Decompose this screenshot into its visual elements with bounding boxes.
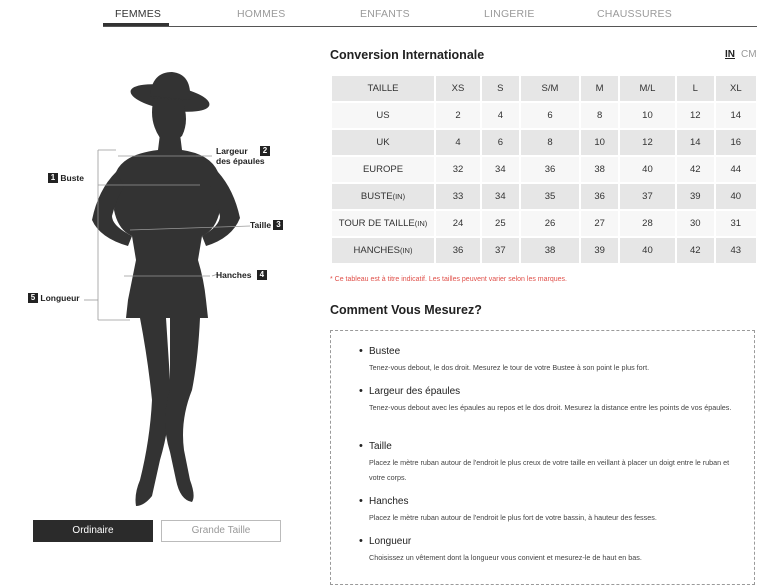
row-label-text: BUSTE (360, 191, 393, 202)
tab-enfants[interactable]: ENFANTS (360, 8, 410, 20)
table-cell: 39 (581, 238, 618, 263)
table-cell: 42 (677, 238, 714, 263)
table-row (332, 211, 756, 236)
table-cell: 6 (482, 130, 519, 155)
table-cell: 12 (677, 103, 714, 128)
table-cell: 44 (716, 157, 756, 182)
table-cell: 36 (581, 184, 618, 209)
row-label-unit: (IN) (414, 219, 428, 228)
measure-item-desc: Placez le mètre ruban autour de l'endroit le plus fort de votre bassin, à hauteur des fesses. (369, 513, 657, 522)
table-cell: 26 (521, 211, 580, 236)
table-row (332, 157, 756, 182)
label-taille (250, 220, 283, 230)
label-largeur-epaules (216, 146, 270, 166)
table-cell: 37 (620, 184, 675, 209)
label-largeur-text-2: des épaules (216, 156, 265, 166)
label-buste (48, 173, 84, 183)
row-label-unit: (IN) (392, 192, 406, 201)
ordinaire-button[interactable]: Ordinaire (33, 520, 153, 542)
table-cell: 4 (436, 130, 480, 155)
row-label: EUROPE (332, 157, 434, 182)
measure-item-desc: Placez le mètre ruban autour de l'endroit le plus creux de votre taille en veillant à placer un doigt entre le ruban et votre corps. (369, 458, 730, 482)
column-header: TAILLE (332, 76, 434, 101)
table-cell: 25 (482, 211, 519, 236)
table-cell: 2 (436, 103, 480, 128)
label-longueur-text: Longueur (40, 293, 80, 303)
table-cell: 12 (620, 130, 675, 155)
column-header: M (581, 76, 618, 101)
size-conversion-table (330, 74, 758, 265)
grande-taille-button[interactable]: Grande Taille (161, 520, 281, 542)
measure-item-desc: Choisissez un vêtement dont la longueur vous convient et mesurez-le de haut en bas. (369, 553, 642, 562)
table-row (332, 103, 756, 128)
tab-chaussures[interactable]: CHAUSSURES (597, 8, 672, 20)
table-cell: 4 (482, 103, 519, 128)
measure-item-title: • Largeur des épaules (369, 386, 744, 397)
table-row (332, 130, 756, 155)
table-cell: 37 (482, 238, 519, 263)
column-header: XL (716, 76, 756, 101)
tabs-divider (103, 26, 757, 27)
table-cell: 14 (677, 130, 714, 155)
label-taille-text: Taille (250, 220, 272, 230)
conversion-title: Conversion Internationale (330, 48, 485, 62)
label-taille-number: 3 (273, 220, 283, 230)
row-label (332, 211, 434, 236)
table-cell: 36 (521, 157, 580, 182)
measure-item-taille (369, 441, 744, 485)
row-label: UK (332, 130, 434, 155)
measure-item-title: • Taille (369, 441, 744, 452)
column-header: XS (436, 76, 480, 101)
measurement-figure (20, 60, 310, 520)
tab-femmes[interactable]: FEMMES (115, 8, 162, 20)
label-hanches-text: Hanches (216, 270, 252, 280)
table-cell: 43 (716, 238, 756, 263)
row-label-text: HANCHES (353, 245, 400, 256)
label-buste-text: Buste (60, 173, 84, 183)
measure-item-hanches (369, 496, 744, 525)
measure-item-longueur (369, 536, 744, 565)
measure-item-title: • Bustee (369, 346, 744, 357)
measure-item-title: • Hanches (369, 496, 744, 507)
measure-instructions-box (330, 330, 755, 585)
measure-item-title: • Longueur (369, 536, 744, 547)
measure-item-desc: Tenez-vous debout, le dos droit. Mesurez le tour de votre Bustee à son point le plus fort. (369, 363, 650, 372)
table-cell: 10 (620, 103, 675, 128)
table-cell: 8 (581, 103, 618, 128)
label-longueur-number: 5 (28, 293, 38, 303)
label-hanches-number: 4 (257, 270, 267, 280)
table-cell: 40 (620, 238, 675, 263)
tab-lingerie[interactable]: LINGERIE (484, 8, 535, 20)
row-label: US (332, 103, 434, 128)
table-cell: 6 (521, 103, 580, 128)
table-cell: 34 (482, 184, 519, 209)
table-cell: 32 (436, 157, 480, 182)
table-cell: 14 (716, 103, 756, 128)
table-row (332, 184, 756, 209)
table-cell: 34 (482, 157, 519, 182)
table-cell: 24 (436, 211, 480, 236)
measure-title: Comment Vous Mesurez? (330, 303, 482, 317)
table-cell: 38 (581, 157, 618, 182)
unit-cm-toggle[interactable]: CM (741, 49, 757, 60)
row-label-text: TOUR DE TAILLE (338, 218, 415, 229)
label-buste-number: 1 (48, 173, 58, 183)
table-cell: 35 (521, 184, 580, 209)
column-header: M/L (620, 76, 675, 101)
table-cell: 33 (436, 184, 480, 209)
table-cell: 36 (436, 238, 480, 263)
table-cell: 10 (581, 130, 618, 155)
category-tabs (0, 0, 768, 28)
table-cell: 39 (677, 184, 714, 209)
table-cell: 38 (521, 238, 580, 263)
column-header: S/M (521, 76, 580, 101)
label-longueur (28, 293, 80, 303)
woman-silhouette (20, 60, 310, 520)
table-cell: 16 (716, 130, 756, 155)
column-header: L (677, 76, 714, 101)
measure-item-desc: Tenez-vous debout avec les épaules au repos et le dos droit. Mesurez la distance entre les points de vos épaules. (369, 403, 732, 412)
table-cell: 40 (716, 184, 756, 209)
disclaimer-note: * Ce tableau est à titre indicatif. Les tailles peuvent varier selon les marques. (330, 276, 567, 283)
table-cell: 31 (716, 211, 756, 236)
table-cell: 42 (677, 157, 714, 182)
measure-item-buste (369, 346, 744, 375)
unit-in-toggle[interactable]: IN (725, 49, 735, 60)
column-header: S (482, 76, 519, 101)
label-largeur-text-1: Largeur (216, 146, 248, 156)
table-header-row (332, 76, 756, 101)
label-largeur-number: 2 (260, 146, 270, 156)
row-label (332, 238, 434, 263)
table-cell: 27 (581, 211, 618, 236)
label-hanches (216, 270, 267, 280)
table-cell: 8 (521, 130, 580, 155)
table-row (332, 238, 756, 263)
tab-hommes[interactable]: HOMMES (237, 8, 286, 20)
row-label-unit: (IN) (399, 246, 413, 255)
table-cell: 28 (620, 211, 675, 236)
table-cell: 30 (677, 211, 714, 236)
row-label (332, 184, 434, 209)
measure-item-largeur (369, 386, 744, 415)
table-cell: 40 (620, 157, 675, 182)
